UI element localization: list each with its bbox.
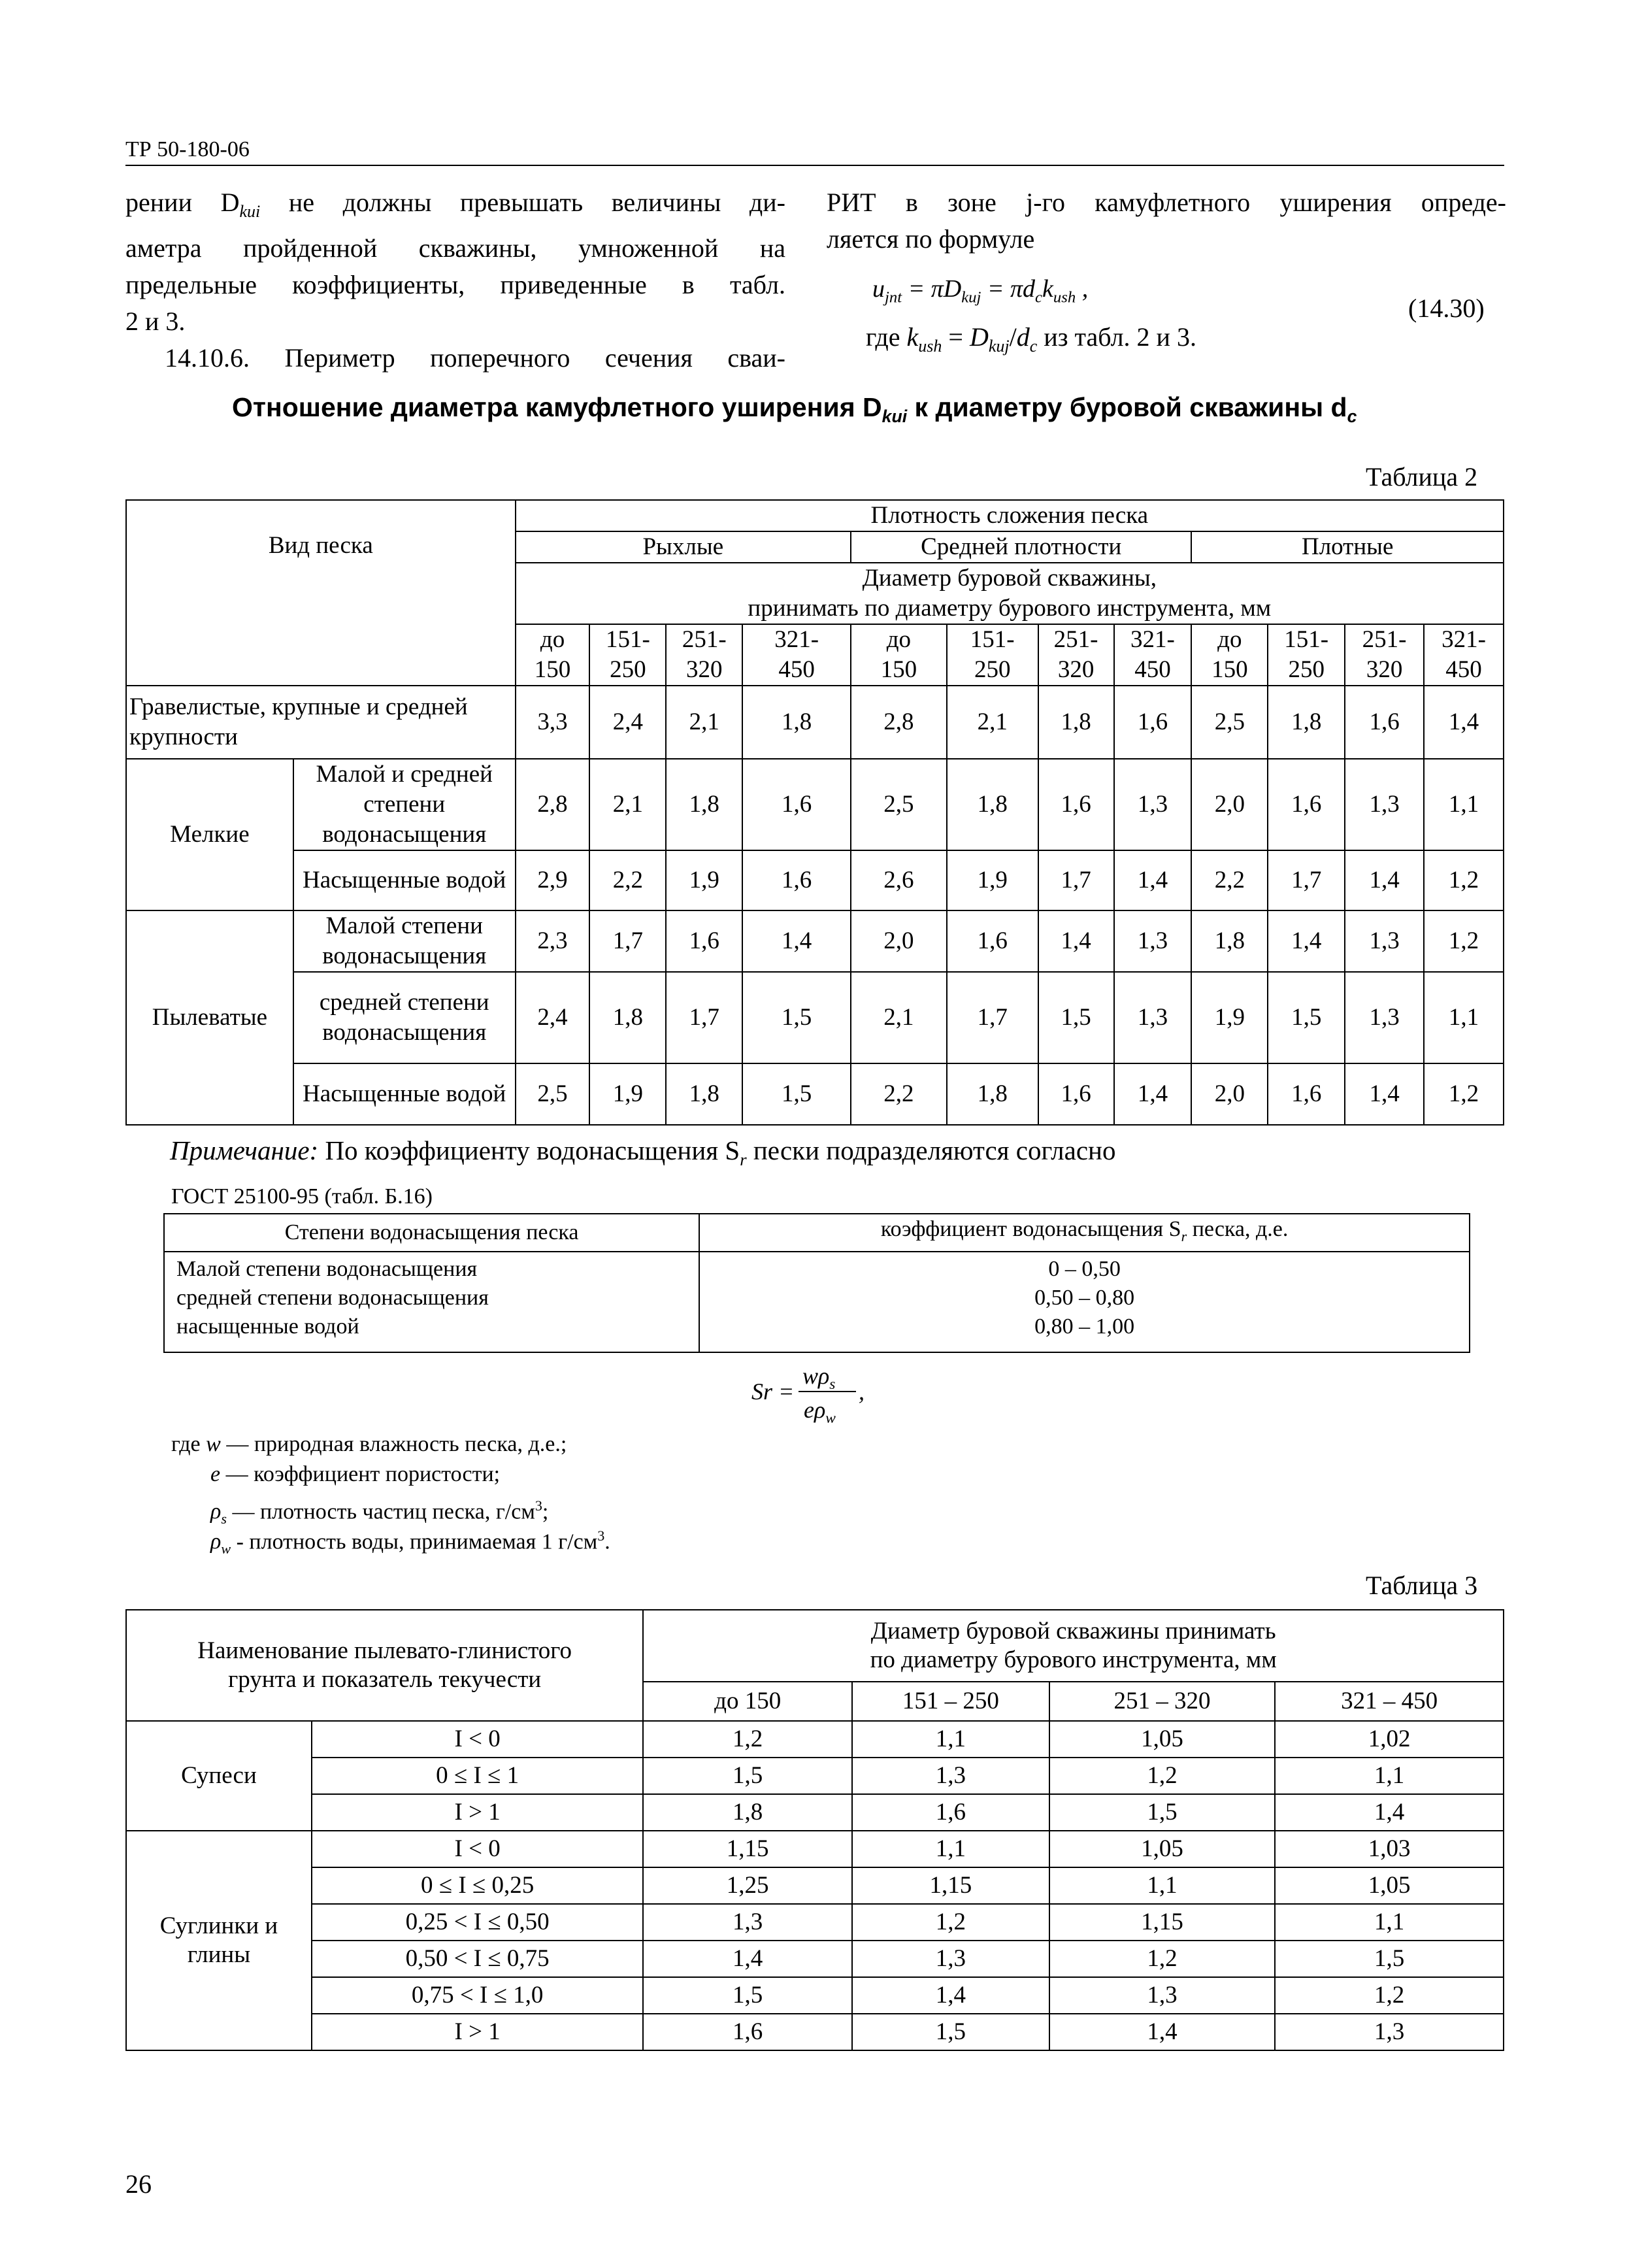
value-cell: 1,3 [1114, 972, 1192, 1063]
value-cell: 1,6 [742, 759, 851, 850]
value-cell: 1,6 [852, 1794, 1049, 1831]
value-cell: 1,6 [1268, 759, 1345, 850]
value-cell: 1,05 [1049, 1721, 1276, 1758]
value-cell: 1,15 [643, 1831, 852, 1867]
value-cell: 1,15 [1049, 1904, 1276, 1941]
table-row [126, 850, 1504, 910]
value-cell: 2,8 [851, 686, 947, 759]
row-group-fine: Мелкие [126, 759, 293, 910]
value-cell: 2,3 [516, 910, 590, 972]
value-cell: 1,5 [1038, 972, 1114, 1063]
value-cell: 1,6 [666, 910, 742, 972]
value-cell: 1,2 [1424, 850, 1504, 910]
value-cell: 1,1 [1049, 1867, 1276, 1904]
value-cell: 1,02 [1275, 1721, 1504, 1758]
diameter-range-3: 321- 450 [742, 624, 851, 686]
value-cell: 1,1 [1424, 972, 1504, 1063]
value-cell: 1,3 [852, 1941, 1049, 1977]
liquidity-condition: I > 1 [312, 2014, 643, 2050]
value-cell: 1,7 [589, 910, 666, 972]
diameter-range-0: до 150 [516, 624, 590, 686]
value-cell: 1,15 [852, 1867, 1049, 1904]
table-row [126, 972, 1504, 1063]
diameter-header: Диаметр буровой скважины, принимать по диаметру бурового инструмента, мм [516, 563, 1504, 624]
value-cell: 1,7 [666, 972, 742, 1063]
t3-header-diameter: Диаметр буровой скважины принимать по диаметру бурового инструмента, мм [643, 1610, 1504, 1682]
value-cell: 1,4 [1038, 910, 1114, 972]
value-cell: 1,8 [1191, 910, 1268, 972]
value-cell: 1,4 [1268, 910, 1345, 972]
value-cell: 1,8 [643, 1794, 852, 1831]
liquidity-condition: 0 ≤ I ≤ 1 [312, 1758, 643, 1794]
value-cell: 2,4 [589, 686, 666, 759]
table-row [126, 2014, 1504, 2050]
value-cell: 1,8 [1038, 686, 1114, 759]
density-loose: Рыхлые [516, 531, 851, 563]
value-cell: 1,6 [947, 910, 1038, 972]
diameter-range-6: 251- 320 [1038, 624, 1114, 686]
left-line-4: 2 и 3. [125, 307, 186, 336]
right-line-2: ляется по формуле [827, 224, 1035, 254]
table-row [126, 1831, 1504, 1867]
value-cell: 1,1 [852, 1831, 1049, 1867]
legend-e: e — коэффициент пористости; [210, 1462, 501, 1486]
note: Примечание: По коэффициенту водонасыщения $S_r$ пески подразделяются согласно [170, 1135, 1116, 1170]
value-cell: 1,2 [1424, 1063, 1504, 1125]
right-column [827, 184, 1506, 258]
left-line-3: предельные коэффициенты, приведенные в табл. [125, 270, 785, 299]
value-cell: 1,3 [1345, 972, 1424, 1063]
value-cell: 2,0 [851, 910, 947, 972]
value-cell: 2,6 [851, 850, 947, 910]
value-cell: 2,5 [516, 1063, 590, 1125]
value-cell: 3,3 [516, 686, 590, 759]
value-cell: 1,03 [1275, 1831, 1504, 1867]
value-cell: 1,3 [852, 1758, 1049, 1794]
value-cell: 1,6 [1114, 686, 1192, 759]
value-cell: 2,0 [1191, 1063, 1268, 1125]
value-cell: 2,1 [589, 759, 666, 850]
value-cell: 1,4 [1049, 2014, 1276, 2050]
t3-col-2: 151 – 250 [852, 1682, 1049, 1721]
value-cell: 1,8 [1268, 686, 1345, 759]
value-cell: 1,9 [947, 850, 1038, 910]
header-rule [125, 165, 1504, 166]
left-line-1: рении $D_{kui}$ не должны превышать величины ди- [125, 188, 786, 221]
value-cell: 1,25 [643, 1867, 852, 1904]
value-cell: 1,9 [666, 850, 742, 910]
value-cell: 1,5 [852, 2014, 1049, 2050]
formula-number: (14.30) [1408, 293, 1485, 323]
value-cell: 1,6 [742, 850, 851, 910]
legend-w: где w — природная влажность песка, д.е.; [171, 1432, 567, 1456]
table-row [126, 1758, 1504, 1794]
liquidity-condition: I > 1 [312, 1794, 643, 1831]
formula-14-30: $u_{jnt} = \pi D_{kuj} = \pi d_ck_{ush}$ , [872, 275, 1089, 307]
table-row [126, 1977, 1504, 2014]
value-cell: 1,9 [589, 1063, 666, 1125]
table-row [126, 1867, 1504, 1904]
value-cell: 1,2 [1049, 1758, 1276, 1794]
value-cell: 2,5 [1191, 686, 1268, 759]
value-cell: 1,6 [1345, 686, 1424, 759]
value-cell: 1,05 [1275, 1867, 1504, 1904]
table-row [126, 1794, 1504, 1831]
left-column [125, 184, 785, 376]
liquidity-condition: 0,50 < I ≤ 0,75 [312, 1941, 643, 1977]
gost-header-coefficient: коэффициент водонасыщения $S_r$ песка, д.е. [699, 1214, 1470, 1252]
row-label-gravel: Гравелистые, крупные и средней крупности [126, 686, 516, 759]
liquidity-condition: I < 0 [312, 1721, 643, 1758]
value-cell: 1,5 [742, 1063, 851, 1125]
value-cell: 1,5 [1049, 1794, 1276, 1831]
t3-col-4: 321 – 450 [1275, 1682, 1504, 1721]
value-cell: 2,1 [947, 686, 1038, 759]
table-row [126, 910, 1504, 972]
table-row [126, 686, 1504, 759]
value-cell: 1,4 [1345, 850, 1424, 910]
table-row [126, 759, 1504, 850]
value-cell: 2,1 [851, 972, 947, 1063]
value-cell: 1,3 [1275, 2014, 1504, 2050]
value-cell: 1,3 [643, 1904, 852, 1941]
value-cell: 1,2 [1049, 1941, 1276, 1977]
diameter-range-5: 151- 250 [947, 624, 1038, 686]
soil-group: Супеси [126, 1721, 312, 1831]
gost-label: ГОСТ 25100-95 (табл. Б.16) [171, 1184, 433, 1209]
value-cell: 2,8 [516, 759, 590, 850]
table3-label: Таблица 3 [1366, 1571, 1478, 1600]
table-row [126, 1063, 1504, 1125]
value-cell: 1,1 [1424, 759, 1504, 850]
value-cell: 1,6 [643, 2014, 852, 2050]
liquidity-condition: 0 ≤ I ≤ 0,25 [312, 1867, 643, 1904]
liquidity-condition: 0,25 < I ≤ 0,50 [312, 1904, 643, 1941]
value-cell: 1,4 [643, 1941, 852, 1977]
value-cell: 1,2 [643, 1721, 852, 1758]
value-cell: 2,9 [516, 850, 590, 910]
value-cell: 1,3 [1345, 759, 1424, 850]
table2-caption: Отношение диаметра камуфлетного уширения $D_{kui}$ к диаметру буровой скважины $d_c$ [232, 392, 1357, 427]
value-cell: 1,1 [1275, 1904, 1504, 1941]
gost-degrees: Малой степени водонасыщения средней степени водонасыщения насыщенные водой [164, 1252, 699, 1352]
value-cell: 1,2 [1275, 1977, 1504, 2014]
t3-col-3: 251 – 320 [1049, 1682, 1276, 1721]
row-sub-label: Малой и средней степени водонасыщения [293, 759, 516, 850]
formula-where: где $k_{ush} = D_{kuj}/d_c$ из табл. 2 и 3. [866, 322, 1196, 356]
value-cell: 1,8 [947, 759, 1038, 850]
liquidity-condition: 0,75 < I ≤ 1,0 [312, 1977, 643, 2014]
table-row [126, 1904, 1504, 1941]
value-cell: 1,5 [1268, 972, 1345, 1063]
row-sub-label: средней степени водонасыщения [293, 972, 516, 1063]
value-cell: 1,7 [947, 972, 1038, 1063]
value-cell: 1,4 [1275, 1794, 1504, 1831]
density-header: Плотность сложения песка [516, 500, 1504, 531]
page-number: 26 [125, 2169, 152, 2199]
value-cell: 1,6 [1268, 1063, 1345, 1125]
diameter-range-11: 321- 450 [1424, 624, 1504, 686]
value-cell: 1,7 [1038, 850, 1114, 910]
density-medium: Средней плотности [851, 531, 1191, 563]
value-cell: 1,2 [852, 1904, 1049, 1941]
value-cell: 1,6 [1038, 759, 1114, 850]
value-cell: 1,5 [643, 1758, 852, 1794]
value-cell: 1,3 [1114, 759, 1192, 850]
diameter-range-2: 251- 320 [666, 624, 742, 686]
diameter-range-1: 151- 250 [589, 624, 666, 686]
liquidity-condition: I < 0 [312, 1831, 643, 1867]
table3 [125, 1609, 1504, 2051]
value-cell: 1,2 [1424, 910, 1504, 972]
value-cell: 1,4 [852, 1977, 1049, 2014]
left-line-2: аметра пройденной скважины, умноженной на [125, 233, 785, 263]
legend-rho-w: $\rho_w$ - плотность воды, принимаемая 1 $г/см^3$. [210, 1527, 610, 1558]
value-cell: 2,2 [589, 850, 666, 910]
value-cell: 1,1 [1275, 1758, 1504, 1794]
value-cell: 1,4 [1345, 1063, 1424, 1125]
soil-group: Суглинки и глины [126, 1831, 312, 2050]
value-cell: 1,9 [1191, 972, 1268, 1063]
density-dense: Плотные [1191, 531, 1504, 563]
paragraph-14-10-6: 14.10.6. Периметр поперечного сечения сваи- [165, 343, 785, 373]
legend-rho-s: $\rho_s$ — плотность частиц песка, $г/см^3$; [210, 1497, 549, 1527]
value-cell: 1,8 [666, 1063, 742, 1125]
value-cell: 1,5 [643, 1977, 852, 2014]
table2-label: Таблица 2 [1366, 462, 1478, 492]
table-row [126, 1941, 1504, 1977]
value-cell: 1,4 [742, 910, 851, 972]
value-cell: 1,1 [852, 1721, 1049, 1758]
value-cell: 1,3 [1345, 910, 1424, 972]
value-cell: 1,7 [1268, 850, 1345, 910]
value-cell: 1,4 [1114, 850, 1192, 910]
row-sub-label: Насыщенные водой [293, 1063, 516, 1125]
row-sub-label: Малой степени водонасыщения [293, 910, 516, 972]
value-cell: 2,1 [666, 686, 742, 759]
value-cell: 1,4 [1424, 686, 1504, 759]
diameter-range-10: 251- 320 [1345, 624, 1424, 686]
value-cell: 1,8 [947, 1063, 1038, 1125]
diameter-range-8: до 150 [1191, 624, 1268, 686]
table2 [125, 499, 1504, 1126]
document-code: ТР 50-180-06 [125, 137, 250, 161]
value-cell: 1,6 [1038, 1063, 1114, 1125]
gost-table [163, 1213, 1470, 1353]
right-line-1: РИТ в зоне j-го камуфлетного уширения опреде- [827, 188, 1506, 217]
value-cell: 1,8 [742, 686, 851, 759]
t3-col-1: до 150 [643, 1682, 852, 1721]
gost-coefficients: 0 – 0,50 0,50 – 0,80 0,80 – 1,00 [699, 1252, 1470, 1352]
value-cell: 2,5 [851, 759, 947, 850]
gost-header-degree: Степени водонасыщения песка [164, 1214, 699, 1252]
value-cell: 1,8 [589, 972, 666, 1063]
value-cell: 1,5 [1275, 1941, 1504, 1977]
value-cell: 1,4 [1114, 1063, 1192, 1125]
col-header-sand-type: Вид песка [126, 500, 516, 686]
row-sub-label: Насыщенные водой [293, 850, 516, 910]
value-cell: 1,3 [1114, 910, 1192, 972]
value-cell: 1,3 [1049, 1977, 1276, 2014]
table-row [126, 1721, 1504, 1758]
row-group-silty: Пылеватые [126, 910, 293, 1125]
value-cell: 2,0 [1191, 759, 1268, 850]
value-cell: 2,4 [516, 972, 590, 1063]
diameter-range-9: 151- 250 [1268, 624, 1345, 686]
t3-header-soil: Наименование пылевато-глинистого грунта и показатель текучести [126, 1610, 643, 1721]
diameter-range-4: до 150 [851, 624, 947, 686]
value-cell: 1,8 [666, 759, 742, 850]
value-cell: 2,2 [851, 1063, 947, 1125]
value-cell: 1,5 [742, 972, 851, 1063]
diameter-range-7: 321- 450 [1114, 624, 1192, 686]
value-cell: 1,05 [1049, 1831, 1276, 1867]
value-cell: 2,2 [1191, 850, 1268, 910]
